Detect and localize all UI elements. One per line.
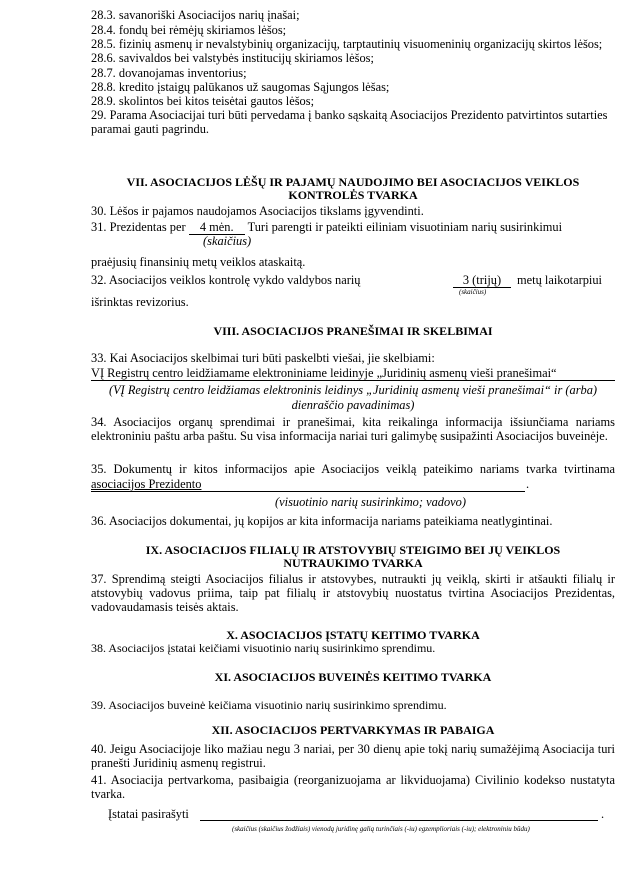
signed-hint: (skaičius (skaičius žodžiais) vienodą juridinę galią turinčiais (-iu) egzemplioriais (-iu); elektroniniu būdu) xyxy=(232,825,530,833)
paragraph-32 xyxy=(91,273,615,287)
signed-label: Įstatai pasirašyti xyxy=(108,807,189,821)
p35-period: . xyxy=(526,477,530,491)
p35-value[interactable] xyxy=(91,477,525,492)
signed-field[interactable] xyxy=(200,807,598,821)
p32-continuation: išrinktas revizorius. xyxy=(91,295,189,309)
list-item: 28.9. skolintos bei kitos teisėtai gautos lėšos; xyxy=(91,94,315,108)
list-item: 28.3. savanoriški Asociacijos narių įnašai; xyxy=(91,8,300,22)
list-item: 28.8. kredito įstaigų palūkanos už saugomas Sąjungos lėšas; xyxy=(91,80,390,94)
list-item: 28.5. fizinių asmenų ir nevalstybinių organizacijų, tarptautinių visuomeninių organizacijų skirtos lėšos; xyxy=(91,37,603,51)
section-title-xi: XI. ASOCIACIJOS BUVEINĖS KEITIMO TVARKA xyxy=(214,670,492,684)
signed-period: . xyxy=(601,807,605,821)
list-item: 28.6. savivaldos bei valstybės institucijų skiriamos lėšos; xyxy=(91,51,374,65)
section-title-viii: VIII. ASOCIACIJOS PRANEŠIMAI IR SKELBIMAI xyxy=(213,324,493,338)
list-item: 28.4. fondų bei rėmėjų skiriamos lėšos; xyxy=(91,23,287,37)
p31-text: 31. Prezidentas per xyxy=(91,220,186,234)
p33-value[interactable]: VĮ Registrų centro leidžiamame elektroniniame leidinyje „Juridinių asmenų vieši pranešimai“ xyxy=(91,366,615,381)
list-item: 28.7. dovanojamas inventorius; xyxy=(91,66,247,80)
p33-hint: (VĮ Registrų centro leidžiamas elektroninis leidinys „Juridinių asmenų vieši pranešimai“ ir (arba) dienraščio pavadinimas) xyxy=(108,383,598,412)
p32-text-b: metų laikotarpiui xyxy=(517,273,602,287)
paragraph-40: 40. Jeigu Asociacijoje liko mažiau negu 3 nariai, per 30 dienų apie tokį narių sumažėjimą Asociacija turi pranešti Juridinių asmenų registrui. xyxy=(91,742,615,771)
p32-value[interactable]: 3 (trijų) xyxy=(453,273,511,288)
paragraph-34: 34. Asociacijos organų sprendimai ir pranešimai, kita reikalinga informacija išsiunčiama nariams elektroniniu paštu arba paštu. Su visa informacija nariai turi galimybę susipažinti Asociacijos buveinėje. xyxy=(91,415,615,444)
section-title-vii: VII. ASOCIACIJOS LĖŠŲ IR PAJAMŲ NAUDOJIMO BEI ASOCIACIJOS VEIKLOS KONTROLĖS TVARKA xyxy=(126,175,580,202)
p31-text-b: Turi parengti ir pateikti eiliniam visuotiniam narių susirinkimui xyxy=(247,220,563,234)
paragraph-33: 33. Kai Asociacijos skelbimai turi būti paskelbti viešai, jie skelbiami: xyxy=(91,351,435,365)
paragraph-31 xyxy=(91,220,562,235)
paragraph-35: 35. Dokumentų ir kitos informacijos apie Asociacijos veiklą pateikimo nariams tvarka tvirtinama xyxy=(91,462,615,476)
paragraph-36: 36. Asociacijos dokumentai, jų kopijos ar kita informacija nariams pateikiama neatlygintinai. xyxy=(91,514,553,528)
paragraph-37: 37. Sprendimą steigti Asociacijos filialus ir atstovybes, nutraukti jų veiklą, skirti ir atšaukti filialų ir atstovybių vadovus priima, taip pat filialų ir atstovybių nuostatus tvirtina Asociacijos Prezidentas, vadovaudamasis teisės aktais. xyxy=(91,572,615,615)
section-title-ix: IX. ASOCIACIJOS FILIALŲ IR ATSTOVYBIŲ STEIGIMO BEI JŲ VEIKLOS NUTRAUKIMO TVARKA xyxy=(145,543,561,570)
p35-hint: (visuotinio narių susirinkimo; vadovo) xyxy=(275,495,467,509)
p32-text: 32. Asociacijos veiklos kontrolę vykdo valdybos narių xyxy=(91,273,361,287)
p31-value[interactable]: 4 mėn. xyxy=(189,220,245,235)
paragraph-38: 38. Asociacijos įstatai keičiami visuotinio narių susirinkimo sprendimu. xyxy=(91,641,436,655)
section-title-xii: XII. ASOCIACIJOS PERTVARKYMAS IR PABAIGA xyxy=(211,723,495,737)
p32-hint: (skaičius) xyxy=(459,288,487,296)
p31-continuation: praėjusių finansinių metų veiklos ataskaitą. xyxy=(91,255,306,269)
paragraph-41: 41. Asociacija pertvarkoma, pasibaigia (reorganizuojama ar likviduojama) Civilinio kodekso nustatyta tvarka. xyxy=(91,773,615,802)
paragraph-30: 30. Lėšos ir pajamos naudojamos Asociacijos tikslams įgyvendinti. xyxy=(91,204,424,218)
p31-hint: (skaičius) xyxy=(203,234,252,248)
paragraph-29: 29. Parama Asociacijai turi būti pervedama į banko sąskaitą Asociacijos Prezidento patvirtintos sutarties paramai gauti pagrindu. xyxy=(91,108,608,137)
paragraph-39: 39. Asociacijos buveinė keičiama visuotinio narių susirinkimo sprendimu. xyxy=(91,698,447,712)
p35-value-text: asociacijos Prezidento xyxy=(91,477,202,491)
section-title-x: X. ASOCIACIJOS ĮSTATŲ KEITIMO TVARKA xyxy=(226,628,480,642)
